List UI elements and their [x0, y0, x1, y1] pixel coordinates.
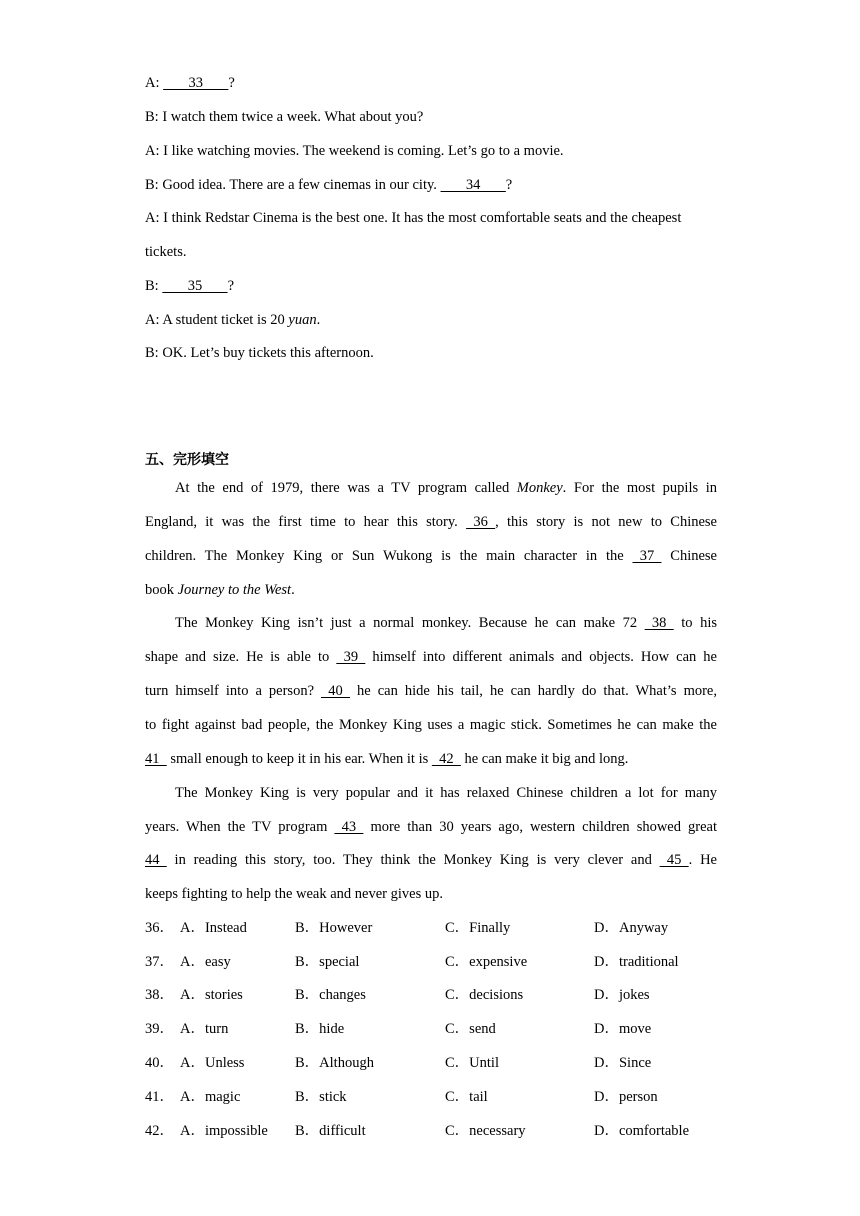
dialogue-italic: yuan: [288, 312, 317, 328]
passage-line: [145, 512, 717, 532]
option-b: B．stick: [295, 1089, 347, 1105]
option-c: C．necessary: [445, 1123, 526, 1139]
option-row: [145, 985, 725, 1005]
passage-line: [145, 817, 717, 837]
passage-line: [145, 884, 717, 904]
option-row: [145, 1121, 725, 1141]
passage-text: , this story is not new to Chinese: [495, 514, 717, 530]
section-heading: 五、完形填空: [145, 452, 229, 468]
passage-text: keeps fighting to help the weak and never gives up.: [145, 886, 443, 902]
passage-line: [145, 647, 717, 667]
answer-blank: 43: [334, 819, 364, 835]
answer-blank: 41: [145, 751, 167, 767]
passage-line: [145, 580, 717, 600]
passage-text: in reading this story, too. They think the Monkey King is very clever and: [166, 852, 660, 868]
passage-line: [175, 783, 717, 803]
question-number: 42．: [145, 1123, 174, 1139]
question-number: 41．: [145, 1089, 174, 1105]
option-b: B．However: [295, 920, 373, 936]
passage-text: children. The Monkey King or Sun Wukong is the main character in the: [145, 548, 633, 564]
dialogue-line: [145, 242, 717, 262]
option-row: [145, 1087, 725, 1107]
dialogue-text: .: [316, 312, 321, 328]
passage-text: The Monkey King is very popular and it has relaxed Chinese children a lot for many: [175, 785, 717, 801]
passage-text: . For the most pupils in: [562, 480, 717, 496]
option-c: C．expensive: [445, 954, 528, 970]
option-b: B．special: [295, 954, 360, 970]
speaker-label: A:: [145, 312, 160, 328]
option-a: A．turn: [180, 1021, 229, 1037]
passage-text: shape and size. He is able to: [145, 649, 337, 665]
passage-line: [145, 850, 717, 870]
option-d: D．traditional: [594, 954, 679, 970]
passage-italic: Monkey: [516, 480, 563, 496]
option-a: A．magic: [180, 1089, 241, 1105]
passage-text: he can make it big and long.: [460, 751, 629, 767]
option-d: D．Since: [594, 1055, 652, 1071]
answer-blank: 35: [162, 278, 228, 294]
passage-line: [145, 681, 717, 701]
dialogue-line: [145, 343, 717, 363]
passage-text: Chinese: [661, 548, 717, 564]
speaker-label: A:: [145, 143, 160, 159]
answer-blank: 45: [659, 852, 689, 868]
option-a: A．easy: [180, 954, 231, 970]
passage-text: . He: [688, 852, 717, 868]
option-d: D．jokes: [594, 987, 650, 1003]
option-a: A．Instead: [180, 920, 247, 936]
dialogue-text: A student ticket is 20: [159, 312, 289, 328]
passage-text: to his: [673, 615, 717, 631]
dialogue-line: [145, 107, 717, 127]
question-number: 39．: [145, 1021, 174, 1037]
passage-text: more than 30 years ago, western children showed great: [363, 819, 718, 835]
answer-blank: 34: [440, 177, 506, 193]
option-d: D．person: [594, 1089, 658, 1105]
dialogue-line: [145, 141, 717, 161]
dialogue-text: ?: [227, 278, 235, 294]
speaker-label: B:: [145, 345, 159, 361]
option-c: C．tail: [445, 1089, 488, 1105]
option-d: D．move: [594, 1021, 652, 1037]
dialogue-text: Good idea. There are a few cinemas in our city.: [158, 177, 441, 193]
speaker-label: B:: [145, 278, 159, 294]
dialogue-text: I think Redstar Cinema is the best one. It has the most comfortable seats and the cheapest: [159, 210, 682, 226]
passage-text: himself into different animals and objects. How can he: [365, 649, 717, 665]
passage-text: At the end of 1979, there was a TV program called: [175, 480, 517, 496]
passage-text: The Monkey King isn’t just a normal monkey. Because he can make 72: [175, 615, 645, 631]
question-number: 40．: [145, 1055, 174, 1071]
option-a: A．impossible: [180, 1123, 268, 1139]
answer-blank: 36: [466, 514, 496, 530]
answer-blank: 33: [163, 75, 229, 91]
passage-text: England, it was the first time to hear this story.: [145, 514, 467, 530]
answer-blank: 38: [644, 615, 674, 631]
option-row: [145, 952, 725, 972]
option-c: C．Until: [445, 1055, 499, 1071]
option-b: B．changes: [295, 987, 366, 1003]
passage-line: [145, 749, 717, 769]
passage-text: small enough to keep it in his ear. When it is: [166, 751, 432, 767]
dialogue-text: ?: [505, 177, 513, 193]
question-number: 37．: [145, 954, 174, 970]
option-c: C．decisions: [445, 987, 524, 1003]
option-row: [145, 918, 725, 938]
option-a: A．Unless: [180, 1055, 245, 1071]
option-b: B．hide: [295, 1021, 345, 1037]
dialogue-text: I like watching movies. The weekend is coming. Let’s go to a movie.: [159, 143, 564, 159]
option-b: B．difficult: [295, 1123, 366, 1139]
dialogue-line: [145, 276, 717, 296]
option-row: [145, 1019, 725, 1039]
dialogue-text: ?: [228, 75, 235, 91]
passage-line: [145, 715, 717, 735]
passage-text: years. When the TV program: [145, 819, 335, 835]
question-number: 36．: [145, 920, 174, 936]
option-row: [145, 1053, 725, 1073]
passage-line: [175, 613, 717, 633]
option-d: D．comfortable: [594, 1123, 690, 1139]
answer-blank: 37: [632, 548, 662, 564]
option-c: C．Finally: [445, 920, 511, 936]
passage-text: turn himself into a person?: [145, 683, 322, 699]
dialogue-text: I watch them twice a week. What about you?: [158, 109, 424, 125]
dialogue-line: [145, 208, 717, 228]
speaker-label: A:: [145, 75, 160, 91]
dialogue-line: [145, 73, 717, 93]
speaker-label: B:: [145, 177, 159, 193]
dialogue-text: tickets.: [145, 244, 187, 260]
dialogue-line: [145, 175, 717, 195]
dialogue-text: OK. Let’s buy tickets this afternoon.: [158, 345, 374, 361]
passage-italic: Journey to the West: [177, 582, 292, 598]
passage-line: [175, 478, 717, 498]
question-number: 38．: [145, 987, 174, 1003]
passage-text: book: [145, 582, 178, 598]
option-d: D．Anyway: [594, 920, 669, 936]
answer-blank: 44: [145, 852, 167, 868]
speaker-label: A:: [145, 210, 160, 226]
passage-text: to fight against bad people, the Monkey King uses a magic stick. Sometimes he can make the: [145, 717, 717, 733]
passage-text: he can hide his tail, he can hardly do that. What’s more,: [350, 683, 717, 699]
passage-text: .: [291, 582, 295, 598]
option-c: C．send: [445, 1021, 496, 1037]
dialogue-line: [145, 310, 717, 330]
speaker-label: B:: [145, 109, 159, 125]
option-a: A．stories: [180, 987, 243, 1003]
answer-blank: 40: [321, 683, 351, 699]
option-b: B．Although: [295, 1055, 374, 1071]
passage-line: [145, 546, 717, 566]
answer-blank: 39: [336, 649, 366, 665]
answer-blank: 42: [431, 751, 461, 767]
